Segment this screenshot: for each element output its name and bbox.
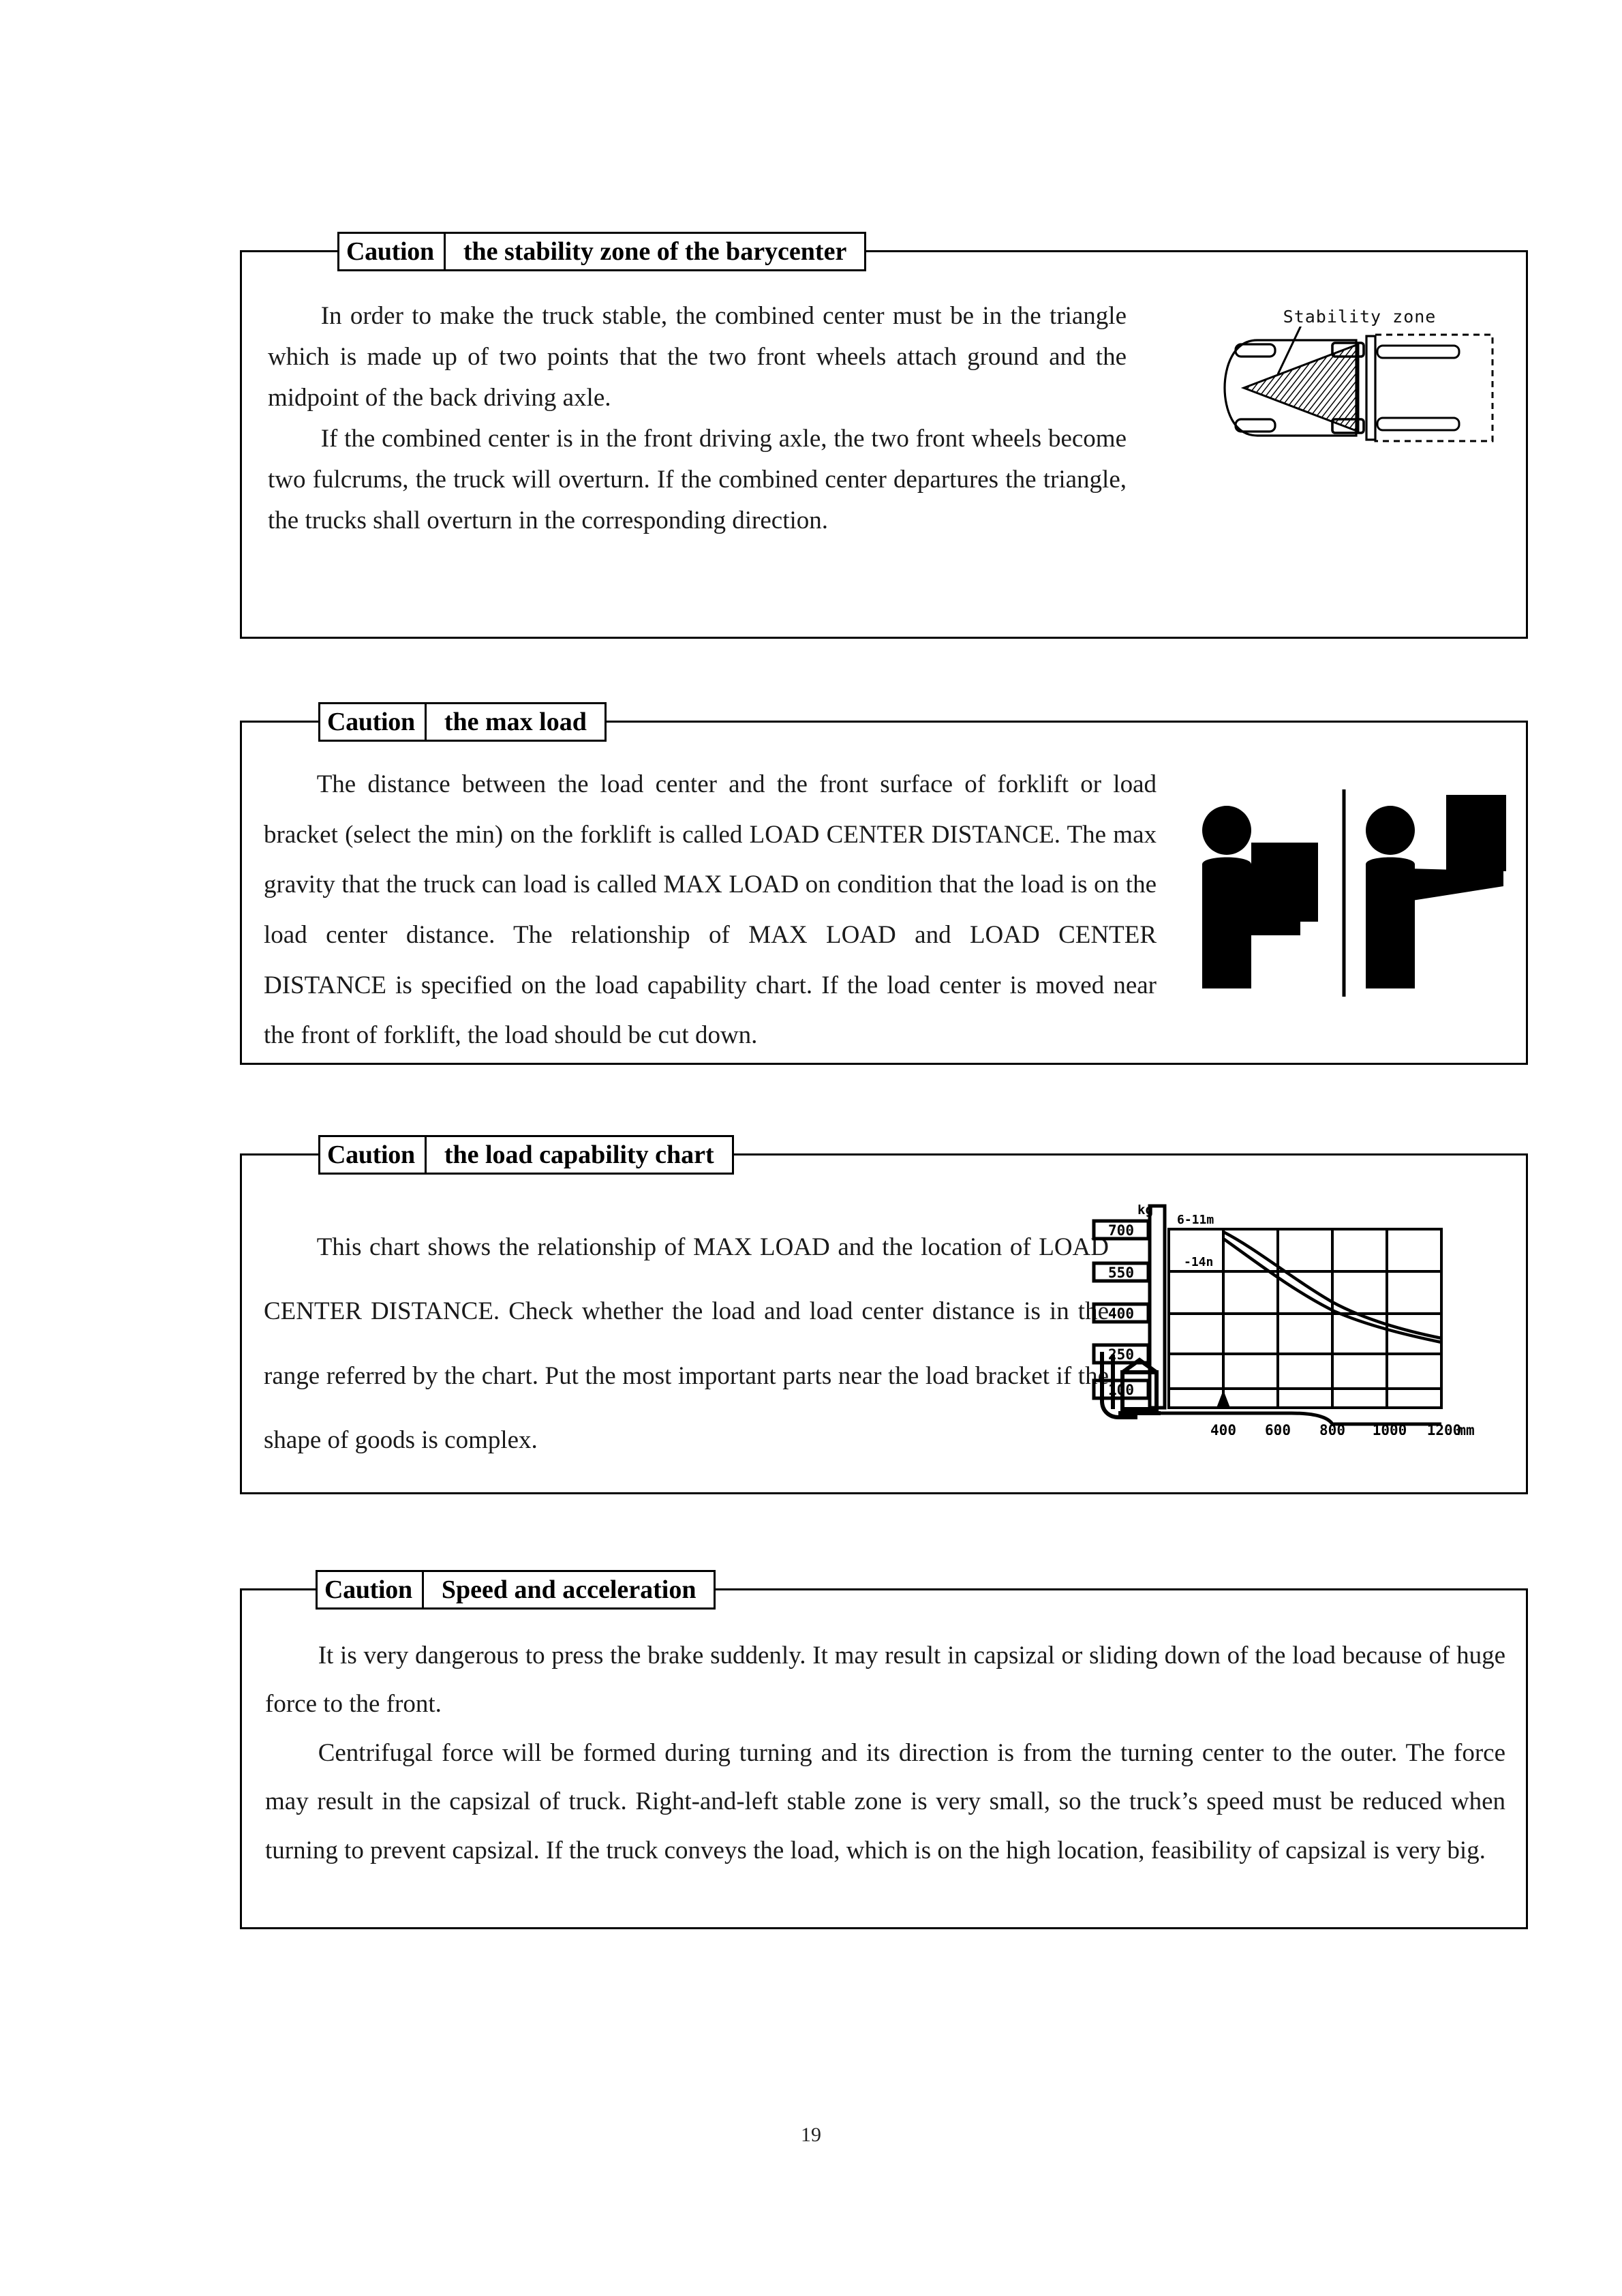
svg-text:100: 100	[1108, 1382, 1134, 1398]
paragraph: It is very dangerous to press the brake suddenly. It may result in capsizal or sliding down of the load because of huge force to the front.	[265, 1642, 1505, 1719]
caution-box-max-load	[240, 708, 1528, 1065]
paragraph: In order to make the truck stable, the combined center must be in the triangle which is made up of two points that the two front wheels attach ground and the midpoint of the back driving axle.	[268, 302, 1127, 412]
caution-title: the max load	[444, 708, 587, 736]
paragraph: Centrifugal force will be formed during turning and its direction is from the turning center to the outer. The force may result in the capsizal of truck. Right-and-left stable zone is very small, so the truck’s speed must be reduced when turning to prevent capsizal. If the truck conveys the load, which is on the high location, feasibility of capsizal is very big.	[265, 1738, 1505, 1864]
svg-text:550: 550	[1108, 1265, 1134, 1281]
svg-text:400: 400	[1210, 1422, 1236, 1435]
forklift-top-view-diagram	[1216, 327, 1503, 449]
person-holding-load-close	[1202, 806, 1318, 988]
svg-text:800: 800	[1319, 1422, 1345, 1435]
svg-text:1200: 1200	[1426, 1422, 1462, 1435]
chart-y-unit: kg	[1137, 1203, 1153, 1218]
load-center-pictogram-pair	[1186, 784, 1506, 1009]
page-number: 19	[801, 2124, 821, 2146]
chart-load-center-marker	[1216, 1390, 1230, 1408]
caution-box-speed-and-acceleration	[240, 1575, 1528, 1929]
caution-title: the stability zone of the barycenter	[463, 237, 847, 266]
caution-title: the load capability chart	[444, 1141, 714, 1169]
paragraph: The distance between the load center and the front surface of forklift or load bracket (select the min) on the forklift is called LOAD CENTER DISTANCE. The max gravity that the truck can load is called MAX LOAD on condition that the load is on the load center distance. The relationship of MAX LOAD and LOAD CENTER DISTANCE is specified on the load capability chart. If the load center is moved near the front of forklift, the load should be cut down.	[264, 770, 1157, 1050]
figure-forklift-top-view	[1216, 307, 1503, 449]
body-text-load-capability-chart	[264, 1215, 1109, 1472]
caution-header-max-load	[318, 702, 607, 742]
chart-x-unit: mm	[1457, 1422, 1475, 1435]
chart-annotation-lower: -14n	[1184, 1255, 1214, 1269]
body-text-speed-and-acceleration	[265, 1631, 1505, 1875]
caution-word: Caution	[327, 708, 415, 736]
svg-text:600: 600	[1265, 1422, 1291, 1435]
caution-box-stability-zone	[240, 237, 1528, 639]
load-capacity-chart-graphic	[1087, 1196, 1496, 1435]
chart-annotation-upper: 6-11m	[1177, 1213, 1214, 1227]
caution-header-load-capability-chart	[318, 1135, 734, 1175]
caution-box-load-capability-chart	[240, 1141, 1528, 1494]
body-text-max-load	[264, 759, 1157, 1061]
person-holding-load-far	[1366, 795, 1506, 988]
caution-word: Caution	[327, 1141, 415, 1169]
caution-header-speed-and-acceleration	[316, 1570, 716, 1610]
svg-text:700: 700	[1108, 1222, 1134, 1239]
figure-load-center-pictograms	[1186, 784, 1506, 1009]
caution-word: Caution	[324, 1575, 412, 1604]
caution-title: Speed and acceleration	[441, 1575, 697, 1604]
stability-zone-label: Stability zone	[1283, 307, 1437, 327]
caution-header-stability-zone	[337, 232, 866, 271]
svg-text:250: 250	[1108, 1346, 1134, 1363]
paragraph: If the combined center is in the front driving axle, the two front wheels become two fulcrums, the truck will overturn. If the combined center departures the triangle, the trucks shall overturn in the corresponding direction.	[268, 424, 1127, 534]
svg-text:1000: 1000	[1372, 1422, 1407, 1435]
body-text-stability-zone	[268, 296, 1127, 541]
figure-load-capacity-chart	[1087, 1196, 1496, 1435]
paragraph: This chart shows the relationship of MAX LOAD and the location of LOAD CENTER DISTANCE. Check whether the load and load center distance is in the range referred by the chart. Put the most important parts near the load bracket if the shape of goods is complex.	[264, 1233, 1109, 1455]
caution-word: Caution	[346, 237, 434, 266]
svg-text:400: 400	[1108, 1305, 1134, 1322]
